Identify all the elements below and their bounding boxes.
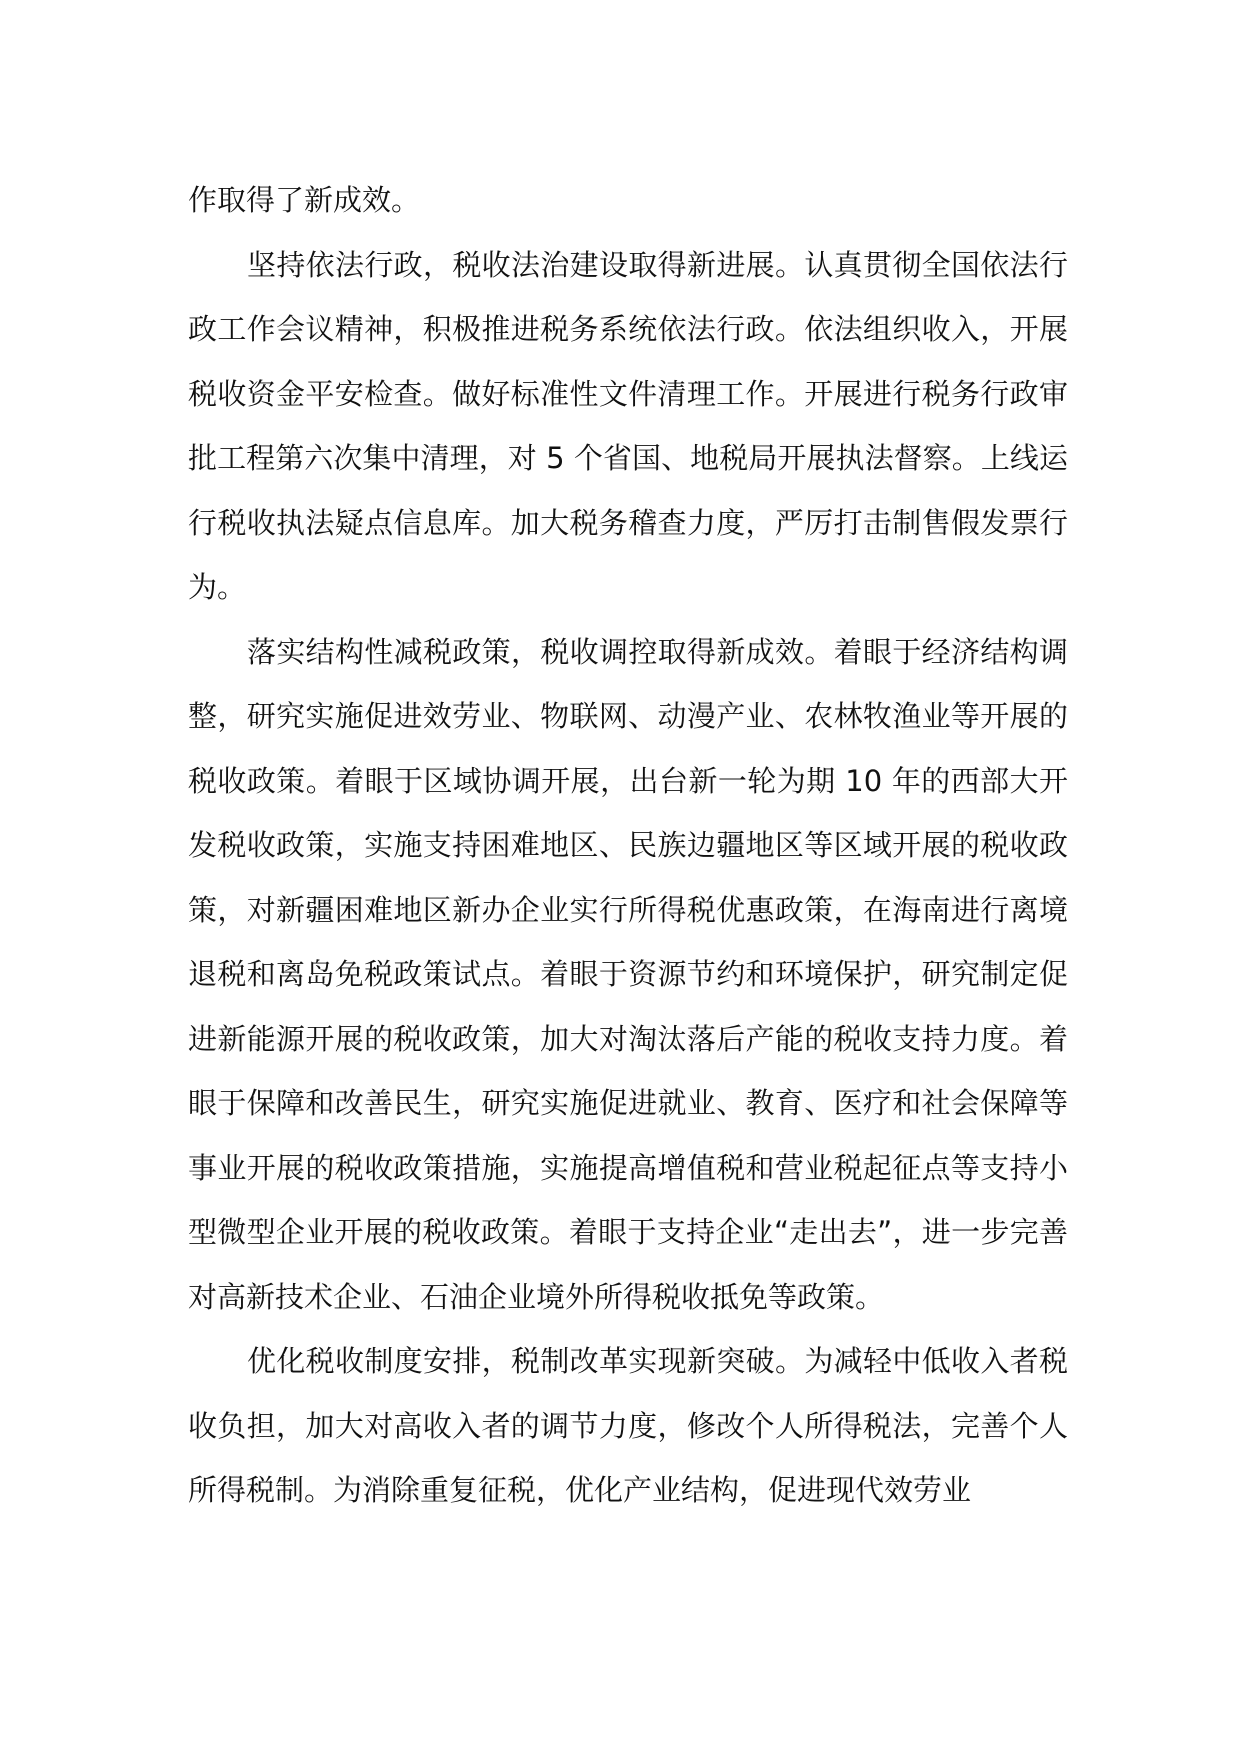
document-body [188, 168, 1068, 1523]
paragraph-rule-of-law: 坚持依法行政，税收法治建设取得新进展。认真贯彻全国依法行政工作会议精神，积极推进税务系统依法行政。依法组织收入，开展税收资金平安检查。做好标准性文件清理工作。开展进行税务行政审批工程第六次集中清理，对 5 个省国、地税局开展执法督察。上线运行税收执法疑点信息库。加大税务稽查力度，严厉打击制售假发票行为。 [188, 247, 1068, 604]
paragraph-tax-system-reform: 优化税收制度安排，税制改革实现新突破。为减轻中低收入者税收负担，加大对高收入者的调节力度，修改个人所得税法，完善个人所得税制。为消除重复征税，优化产业结构，促进现代效劳业 [188, 1344, 1068, 1507]
paragraph-continuation: 作取得了新成效。 [188, 183, 421, 217]
paragraph-tax-reduction-policy: 落实结构性减税政策，税收调控取得新成效。着眼于经济结构调整，研究实施促进效劳业、物联网、动漫产业、农林牧渔业等开展的税收政策。着眼于区域协调开展，出台新一轮为期 10 年的西部大开发税收政策，实施支持困难地区、民族边疆地区等区域开展的税收政策，对新疆困难地区新办企业实行所得税优惠政策，在海南进行离境退税和离岛免税政策试点。着眼于资源节约和环境保护，研究制定促进新能源开展的税收政策，加大对淘汰落后产能的税收支持力度。着眼于保障和改善民生，研究实施促进就业、教育、医疗和社会保障等事业开展的税收政策措施，实施提高增值税和营业税起征点等支持小型微型企业开展的税收政策。着眼于支持企业“走出去”，进一步完善对高新技术企业、石油企业境外所得税收抵免等政策。 [188, 634, 1068, 1314]
